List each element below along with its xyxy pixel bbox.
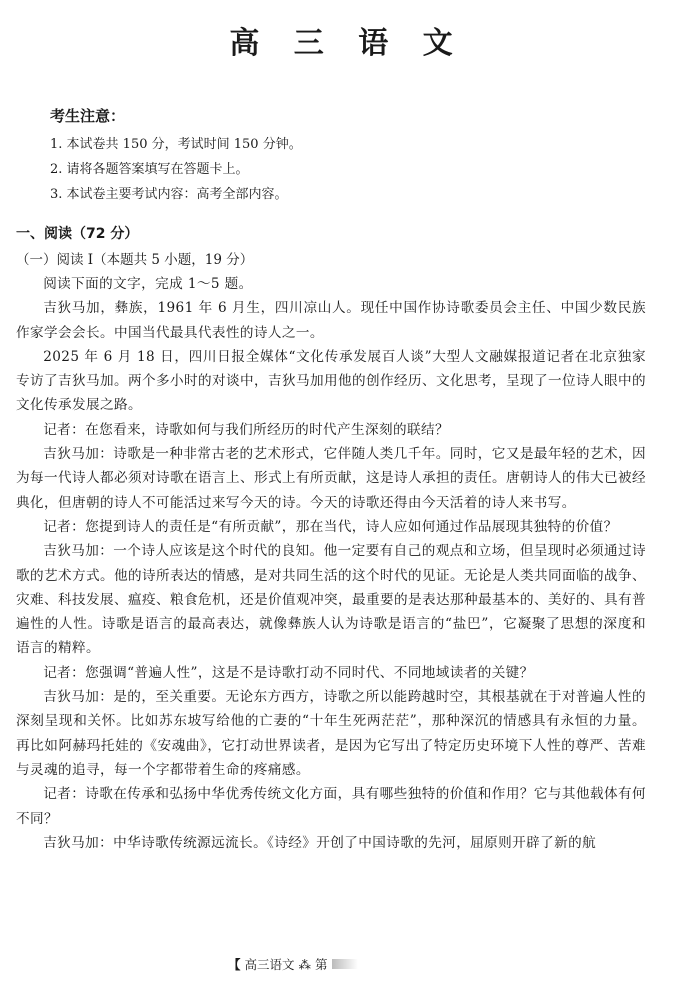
page-footer: [228, 955, 358, 973]
footer-label: 高三语文: [244, 957, 295, 972]
notice-item: 3. 本试卷主要考试内容：高考全部内容。: [50, 187, 288, 202]
passage-instruction: 阅读下面的文字，完成 1～5 题。: [43, 276, 253, 292]
passage-paragraph: 吉狄马加：中华诗歌传统源远流长。《诗经》开创了中国诗歌的先河，屈原则开辟了新的航: [43, 834, 597, 851]
notice-item: 1. 本试卷共 150 分，考试时间 150 分钟。: [50, 137, 302, 152]
footer-fade: [332, 959, 358, 969]
passage-paragraph: 吉狄马加：是的，至关重要。无论东方西方，诗歌之所以能跨越时空，其根基就在于对普遍人性的深刻呈现和关怀。比如苏东坡写给他的亡妻的“十年生死两茫茫”，那种深沉的情感具有永恒的力量。再比如阿赫玛托娃的《安魂曲》，它打动世界读者，是因为它写出了特定历史环境下人性的尊严、苦难与灵魂的追寻，每一个字都带着生命的疼痛感。: [16, 689, 646, 778]
passage-paragraph: 2025 年 6 月 18 日，四川日报全媒体“文化传承发展百人谈”大型人文融媒报道记者在北京独家专访了吉狄马加。两个多小时的对谈中，吉狄马加用他的创作经历、文化思考，呈现了一位诗人眼中的文化传承发展之路。: [16, 348, 646, 414]
passage-paragraph: 记者：您强调“普遍人性”，这是不是诗歌打动不同时代、不同地域读者的关键？: [43, 664, 534, 681]
passage-paragraph: 记者：在您看来，诗歌如何与我们所经历的时代产生深刻的联结？: [43, 421, 450, 438]
notice-item: 2. 请将各题答案填写在答题卡上。: [50, 162, 249, 177]
passage-paragraph: 记者：您提到诗人的责任是“有所贡献”，那在当代，诗人应如何通过作品展现其独特的价值？: [43, 518, 618, 535]
passage-paragraph: 吉狄马加：诗歌是一种非常古老的艺术形式，它伴随人类几千年。同时，它又是最年轻的艺术，因为每一代诗人都必须对诗歌在语言上、形式上有所贡献，这是诗人承担的责任。唐朝诗人的伟大已被经典化，但唐朝的诗人不可能活过来写今天的诗。今天的诗歌还得由今天活着的诗人来书写。: [16, 446, 646, 511]
passage-paragraph: 吉狄马加，彝族，1961 年 6 月生，四川凉山人。现任中国作协诗歌委员会主任、中国少数民族作家学会会长。中国当代最具代表性的诗人之一。: [16, 300, 646, 341]
reading-passage: [16, 272, 646, 855]
passage-paragraph: 吉狄马加：一个诗人应该是这个时代的良知。他一定要有自己的观点和立场，但呈现时必须通过诗歌的艺术方式。他的诗所表达的情感，是对共同生活的这个时代的见证。无论是人类共同面临的战争、灾难、科技发展、瘟疫、粮食危机，还是价值观冲突，最重要的是表达那种最基本的、美好的、具有普遍性的人性。诗歌是语言的最高表达，就像彝族人认为诗歌是语言的“盐巴”，它凝聚了思想的深度和语言的精粹。: [16, 543, 646, 657]
page-title: 高 三 语 文: [229, 26, 465, 61]
section-heading: 一、阅读（72 分）: [16, 226, 139, 242]
exam-notice: [50, 105, 302, 207]
section-subheading: （一）阅读 Ⅰ（本题共 5 小题，19 分）: [16, 252, 254, 268]
notice-heading: 考生注意：: [50, 107, 126, 125]
footer-bracket: 【: [228, 957, 241, 972]
passage-paragraph: 记者：诗歌在传承和弘扬中华优秀传统文化方面，具有哪些独特的价值和作用？它与其他载体有何不同？: [16, 786, 646, 827]
footer-page-prefix: 第: [315, 957, 328, 972]
footer-marker-icon: ⁂: [298, 956, 312, 972]
